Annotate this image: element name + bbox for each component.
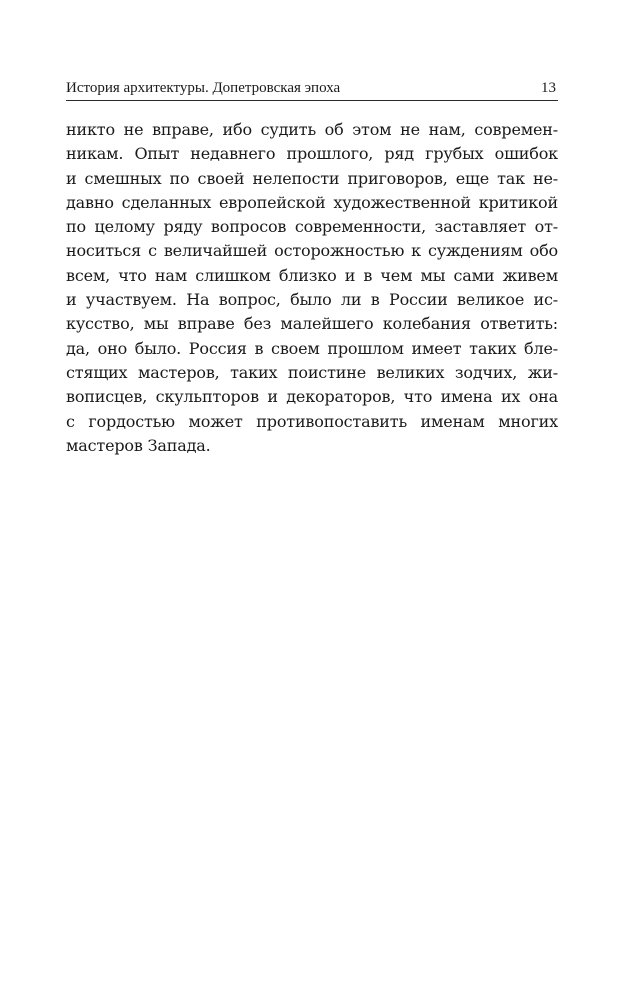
text-line: носиться с величайшей осторожностью к суждениям обо	[66, 241, 558, 261]
running-header	[66, 76, 558, 101]
running-title: История архитектуры. Допетровская эпоха	[66, 80, 341, 96]
text-line: давно сделанных европейской художественной критикой	[66, 192, 558, 212]
text-line: мастеров Запада.	[66, 435, 211, 455]
text-line: да, оно было. Россия в своем прошлом имеет таких бле-	[66, 338, 558, 358]
text-line: и смешных по своей нелепости приговоров, еще так не-	[66, 168, 558, 188]
page-number: 13	[541, 80, 556, 96]
body-paragraph	[66, 118, 558, 458]
text-line: всем, что нам слишком близко и в чем мы сами живем	[66, 265, 558, 285]
text-line: стящих мастеров, таких поистине великих зодчих, жи-	[66, 362, 558, 382]
text-line: по целому ряду вопросов современности, заставляет от-	[66, 217, 558, 237]
text-line: никто не вправе, ибо судить об этом не нам, современ-	[66, 120, 558, 139]
text-line: никам. Опыт недавнего прошлого, ряд грубых ошибок	[66, 144, 558, 164]
text-line: вописцев, скульпторов и декораторов, что имена их она	[66, 387, 558, 407]
text-line: и участвуем. На вопрос, было ли в России великое ис-	[66, 290, 558, 310]
text-line: кусство, мы вправе без малейшего колебания ответить:	[66, 314, 558, 334]
text-line: с гордостью может противопоставить именам многих	[66, 411, 558, 431]
